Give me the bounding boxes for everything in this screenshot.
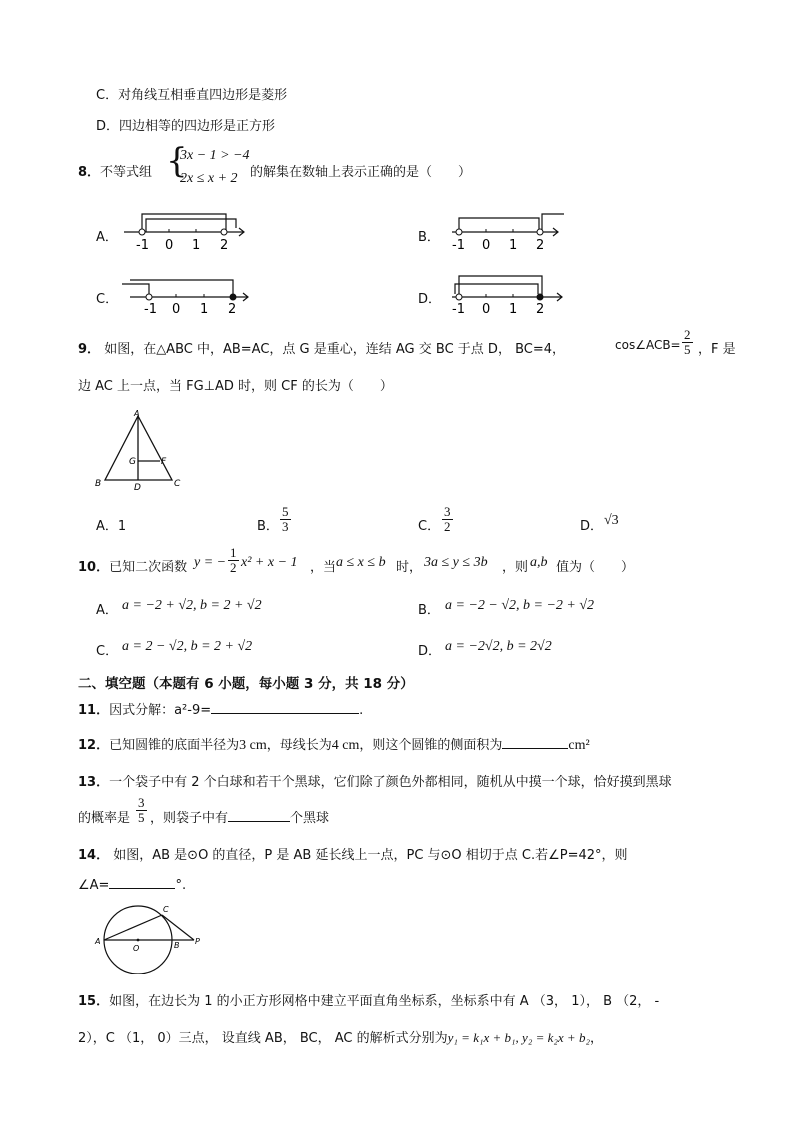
option-c-fraction	[440, 505, 455, 534]
question-text: ∠A=	[78, 878, 110, 893]
answer-blank[interactable]	[211, 701, 359, 714]
tick-label: 2	[228, 302, 237, 314]
denominator: 2	[444, 519, 451, 534]
formula: y₁ = k₁x + b₁, y₂ = k₂x + b₂	[447, 1030, 590, 1045]
question-text: 如图，在边长为 1 的小正方形网格中建立平面直角坐标系，坐标系中有 A （3， 1）， B （2， -	[109, 994, 660, 1009]
label-g: G	[129, 457, 136, 467]
question-10	[78, 556, 187, 575]
denominator: 5	[138, 810, 145, 825]
function-lhs: y = −	[194, 555, 227, 570]
answer-blank[interactable]	[228, 809, 290, 822]
option-d-q10: a = −2√2, b = 2√2	[445, 639, 552, 654]
number-line-b	[446, 210, 570, 252]
question-9	[78, 338, 565, 357]
option-c-q7: C．对角线互相垂直四边形是菱形	[96, 88, 288, 103]
option-c-q10: a = 2 − √2, b = 2 + √2	[122, 639, 253, 654]
tick-label: 0	[482, 238, 491, 252]
option-b-q10: a = −2 − √2, b = −2 + √2	[445, 598, 595, 613]
question-8-tail: 的解集在数轴上表示正确的是（ ）	[250, 165, 472, 180]
function-rhs: x² + x − 1	[241, 555, 298, 570]
tick-label: 2	[536, 238, 545, 252]
option-d-sqrt3: √3	[604, 513, 619, 528]
option-a-q10: a = −2 + √2, b = 2 + √2	[122, 598, 262, 613]
text-when: ，当	[310, 560, 337, 575]
question-text: 不等式组	[100, 165, 153, 180]
tick-label: 0	[172, 302, 181, 314]
tick-label: -1	[452, 302, 465, 314]
question-text-tail: ，F 是	[698, 342, 736, 357]
option-d-q9-label: D．	[580, 519, 604, 534]
question-text: 2），C （1， 0）三点， 设直线 AB， BC， AC 的解析式分别为	[78, 1031, 448, 1046]
tick-label: -1	[452, 238, 465, 252]
option-d-q7: D．四边相等的四边形是正方形	[96, 119, 276, 134]
condition-y: 3a ≤ y ≤ 3b	[424, 555, 488, 570]
fraction-2-5	[680, 328, 695, 357]
inequality-1: 3x − 1 > −4	[180, 148, 250, 163]
label-a: A	[95, 937, 101, 946]
question-number: 11．	[78, 703, 110, 718]
question-12	[78, 734, 590, 754]
question-number: 9．	[78, 342, 101, 357]
answer-blank[interactable]	[502, 736, 568, 749]
triangle-figure	[92, 408, 187, 490]
tick-label: 2	[220, 238, 229, 252]
numerator: 1	[230, 545, 237, 560]
option-c-q10-label: C．	[96, 644, 119, 659]
question-number: 13．	[78, 775, 110, 790]
radius-value: 3 cm	[239, 738, 267, 753]
question-15-line2	[78, 1027, 603, 1046]
text-time: 时，	[396, 560, 423, 575]
option-b-q9-label: B．	[257, 519, 279, 534]
tick-label: -1	[136, 238, 149, 252]
question-text: 如图，在△ABC 中，AB=AC，点 G 是重心，连结 AG 交 BC 于点 D， BC=4，	[104, 342, 566, 357]
label-d: D	[134, 483, 141, 490]
question-text: ，则这个圆锥的侧面积为	[359, 738, 503, 753]
question-text: 已知二次函数	[109, 560, 188, 575]
question-13-line2-tail	[150, 807, 329, 826]
question-9-line2: 边 AC 上一点，当 FG⊥AD 时，则 CF 的长为（ ）	[78, 379, 393, 394]
tick-label: 1	[192, 238, 201, 252]
question-number: 15．	[78, 994, 110, 1009]
question-number: 10．	[78, 560, 110, 575]
circle-figure	[92, 898, 207, 974]
tick-label: 0	[165, 238, 174, 252]
denominator: 5	[684, 342, 691, 357]
label-b: B	[95, 479, 102, 489]
tick-label: 0	[482, 302, 491, 314]
question-text-tail: 值为（ ）	[556, 560, 635, 575]
function-fraction	[226, 546, 241, 575]
condition-x: a ≤ x ≤ b	[336, 555, 386, 570]
question-text: 一个袋子中有 2 个白球和若干个黑球，它们除了颜色外都相同，随机从中摸一个球，恰好摸到黑球	[109, 775, 672, 790]
number-line-a	[118, 210, 250, 252]
label-p: P	[195, 937, 200, 946]
fraction-3-5	[134, 796, 149, 825]
tick-label: 1	[200, 302, 209, 314]
option-a-q10-label: A．	[96, 603, 118, 618]
label-c: C	[174, 479, 181, 489]
numerator: 5	[282, 504, 289, 519]
option-b-label: B．	[418, 230, 440, 245]
label-f: F	[161, 457, 167, 467]
tick-label: 2	[536, 302, 545, 314]
numerator: 3	[444, 504, 451, 519]
tick-label: 1	[509, 238, 518, 252]
unit: cm²	[568, 738, 590, 753]
question-text: ，	[589, 1031, 603, 1046]
option-d-label: D．	[418, 292, 442, 307]
denominator: 3	[282, 519, 289, 534]
question-text: 个黑球	[290, 811, 330, 826]
question-13	[78, 771, 672, 790]
option-d-q10-label: D．	[418, 644, 442, 659]
variables-ab: a,b	[530, 555, 548, 570]
numerator: 2	[684, 327, 691, 342]
numerator: 3	[138, 795, 145, 810]
question-text: 因式分解：a²-9=	[109, 703, 212, 718]
label-b: B	[174, 941, 180, 950]
option-b-fraction	[278, 505, 293, 534]
option-a-q9: A．1	[96, 519, 127, 534]
question-14-line2	[78, 876, 186, 893]
question-15	[78, 990, 659, 1009]
brace-symbol: {	[166, 141, 188, 181]
tick-label: 1	[509, 302, 518, 314]
tick-label: -1	[144, 302, 157, 314]
slant-value: 4 cm	[331, 738, 360, 753]
text-then: ，则	[502, 560, 529, 575]
denominator: 2	[230, 560, 237, 575]
question-number: 12．	[78, 738, 110, 753]
option-a-label: A．	[96, 230, 118, 245]
cos-label: cos∠ACB=	[615, 338, 681, 352]
question-11	[78, 699, 363, 718]
question-8	[78, 161, 152, 180]
question-text: 如图，AB 是⊙O 的直径，P 是 AB 延长线上一点，PC 与⊙O 相切于点 C.若∠P=42°，则	[109, 848, 628, 863]
section-heading: 二、填空题（本题有 6 小题，每小题 3 分，共 18 分）	[78, 676, 414, 692]
option-c-q9-label: C．	[418, 519, 441, 534]
question-14	[78, 844, 628, 863]
question-number: 8．	[78, 165, 101, 180]
option-b-q10-label: B．	[418, 603, 440, 618]
option-c-label: C．	[96, 292, 119, 307]
question-text: °.	[175, 878, 187, 893]
question-text: ，母线长为	[266, 738, 332, 753]
question-number: 14．	[78, 848, 110, 863]
number-line-c	[118, 272, 250, 314]
question-text: 已知圆锥的底面半径为	[109, 738, 240, 753]
inequality-2: 2x ≤ x + 2	[180, 171, 238, 186]
label-a: A	[134, 409, 140, 418]
number-line-d	[446, 272, 566, 314]
label-o: O	[133, 944, 140, 953]
answer-blank[interactable]	[109, 876, 175, 889]
period: .	[359, 703, 364, 718]
question-13-line2: 的概率是	[78, 811, 131, 826]
question-text: ，则袋子中有	[150, 811, 229, 826]
label-c: C	[163, 905, 169, 914]
